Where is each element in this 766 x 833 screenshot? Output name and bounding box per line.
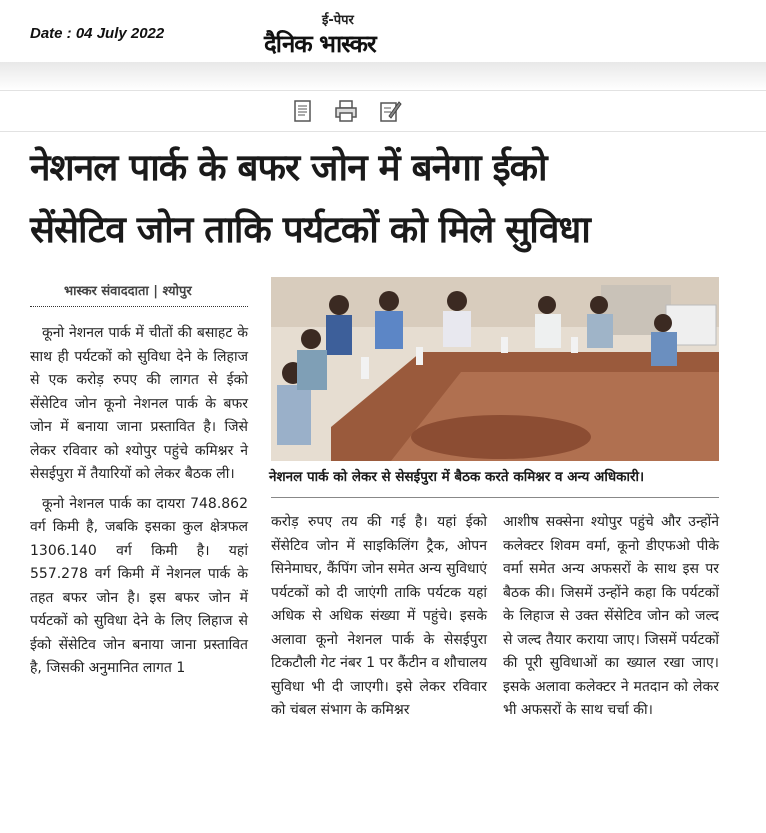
article-column-3	[503, 511, 719, 723]
caption-divider	[271, 497, 719, 498]
headline-line-2: सेंसेटिव जोन ताकि पर्यटकों को मिले सुविधा	[30, 208, 590, 251]
column-1-paragraph-2: कूनो नेशनल पार्क का दायरा 748.862 वर्ग किमी है, जबकि इसका कुल क्षेत्रफल 1306.140 वर्ग किमी है। यहां 557.278 वर्ग किमी में नेशनल पार्क के तहत बफर जोन है। इस बफर जोन में पर्यटकों को सुविधा देने के लिए लिहाज से ईको सेंसेटिव जोन बनाया जाना प्रस्तावित है, जिसकी अनुमानित लागत 1	[30, 495, 248, 676]
document-icon[interactable]	[290, 98, 316, 124]
header-shadow	[0, 62, 766, 90]
article-column-1	[30, 322, 248, 681]
edit-icon[interactable]	[377, 98, 403, 124]
print-icon[interactable]	[333, 98, 359, 124]
photo-caption: नेशनल पार्क को लेकर से सेसईपुरा में बैठक करते कमिश्नर व अन्य अधिकारी।	[269, 469, 645, 485]
article-column-2	[271, 511, 487, 723]
byline: भास्कर संवाददाता | श्योपुर	[64, 284, 192, 299]
page-header	[0, 0, 766, 90]
byline-divider	[30, 306, 248, 307]
brand-logo: दैनिक भास्कर	[264, 30, 376, 58]
headline-line-1: नेशनल पार्क के बफर जोन में बनेगा ईको	[30, 146, 547, 189]
column-3-paragraph: आशीष सक्सेना श्योपुर पहुंचे और उन्होंने कलेक्टर शिवम वर्मा, कूनो डीएफओ पीके वर्मा समेत अन्य अफसरों के साथ इस पर बैठक की। जिसमें उन्होंने कहा कि पर्यटकों के लिहाज से उक्त सेंसेटिव जोन को जल्द से जल्द तैयार कराया जाए। जिसमें पर्यटकों की पूरी सुविधाओं का ख्याल रखा जाए। इसके अलावा कलेक्टर ने मतदान को लेकर भी अफसरों के साथ चर्चा की।	[503, 514, 719, 718]
edition-date: Date : 04 July 2022	[30, 25, 165, 42]
column-2-paragraph: करोड़ रुपए तय की गई है। यहां ईको सेंसेटिव जोन में साइकिलिंग ट्रैक, ओपन सिनेमाघर, कैंपिंग जोन समेत अन्य सुविधाएं पर्यटकों को दी जाएंगी ताकि पर्यटक यहां अधिक से अधिक संख्या में पहुंचे। इसके अलावा कूनो नेशनल पार्क के सेसईपुरा टिकटौली गेट नंबर 1 पर कैंटीन व शौचालय सुविधा भी दी जाएगी। इसे लेकर रविवार को चंबल संभाग के कमिश्नर	[271, 514, 487, 718]
article-toolbar	[0, 90, 766, 132]
epaper-label: ई-पेपर	[322, 13, 354, 28]
article-photo	[271, 277, 719, 461]
column-1-paragraph-1: कूनो नेशनल पार्क में चीतों की बसाहट के साथ ही पर्यटकों को सुविधा देने के लिहाज से एक करोड़ रुपए की लागत से ईको सेंसेटिव जोन कूनो नेशनल पार्क के बफर जोन में बनाया जाना प्रस्तावित है। जिसे लेकर रविवार को श्योपुर पहुंचे कमिश्नर ने सेसईपुरा में तैयारियों को लेकर बैठक ली।	[30, 325, 248, 482]
